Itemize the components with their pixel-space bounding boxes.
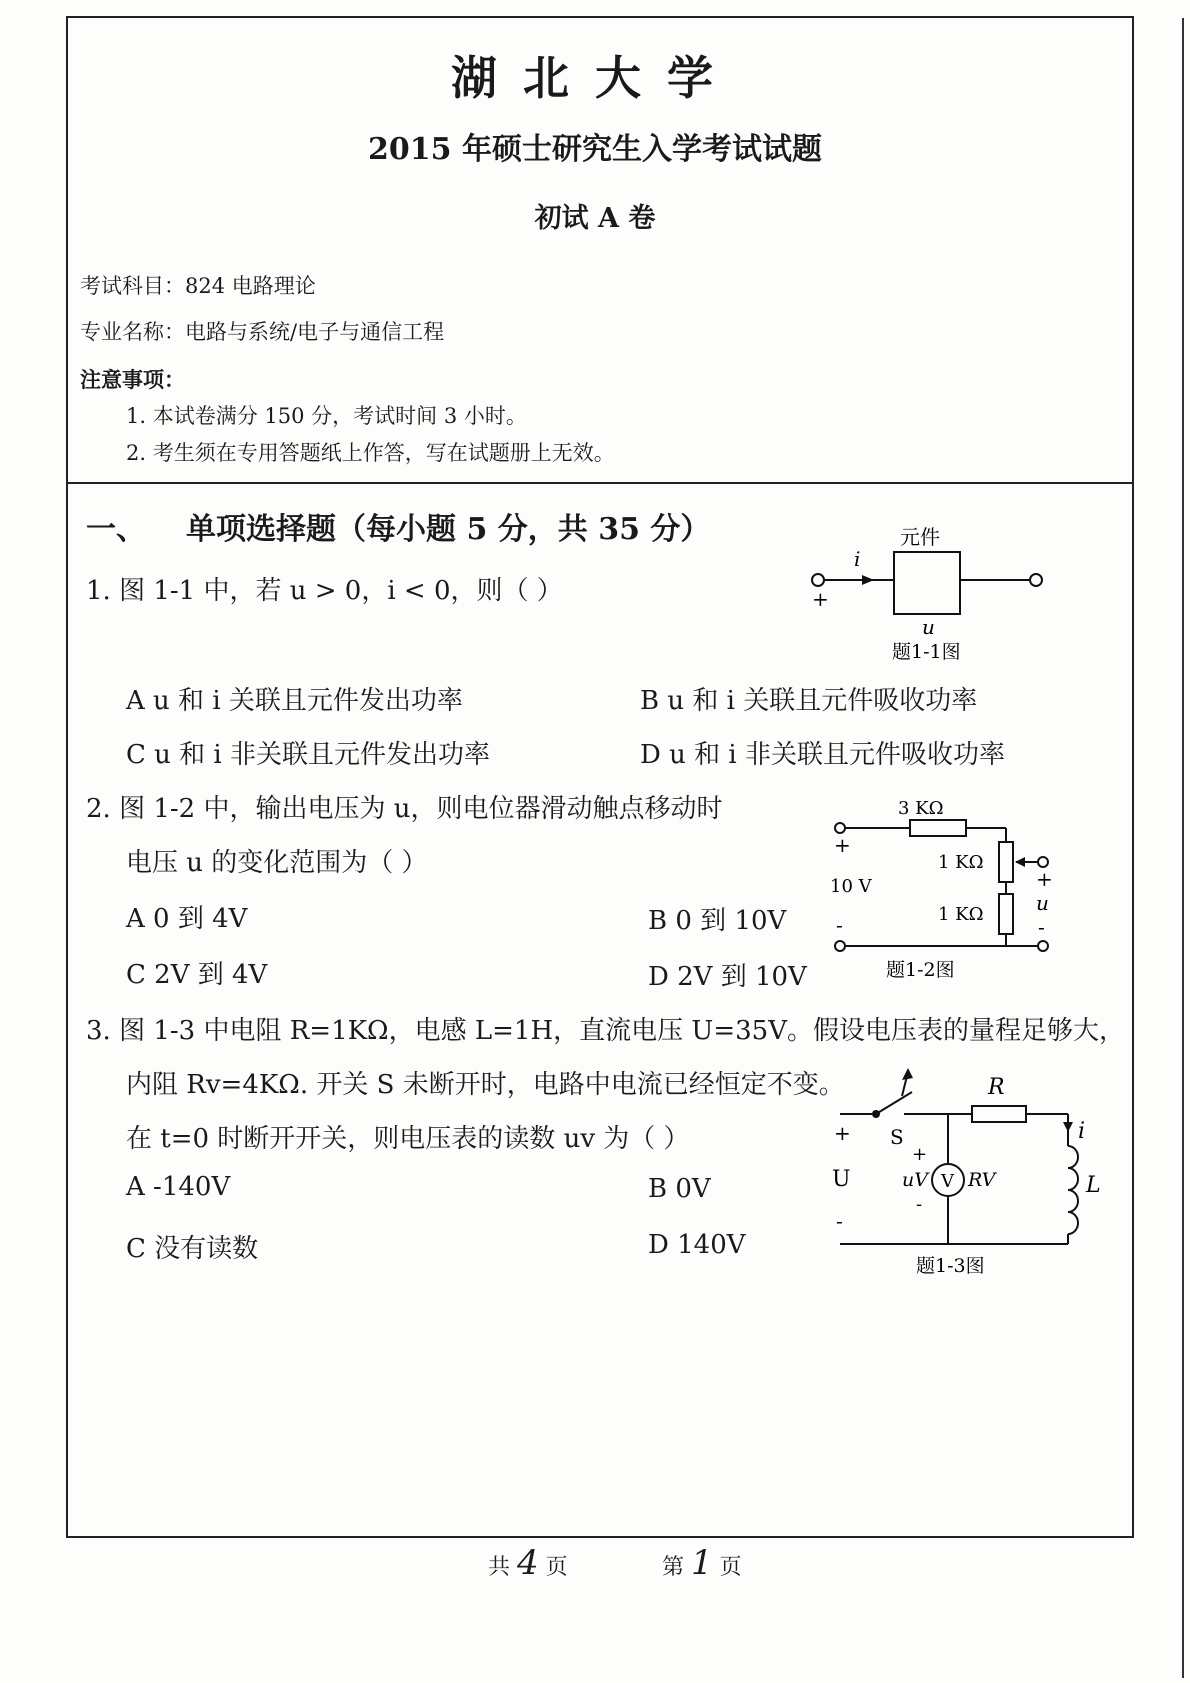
page-number-prefix: 第	[662, 1555, 685, 1580]
question-1-option-d: D u 和 i 非关联且元件吸收功率	[640, 740, 1005, 770]
question-1-option-b: B u 和 i 关联且元件吸收功率	[640, 686, 978, 716]
switch-label: S	[890, 1125, 904, 1149]
question-2-option-c: C 2V 到 4V	[126, 960, 268, 990]
question-3-option-b: B 0V	[648, 1174, 711, 1204]
question-1-option-c: C u 和 i 非关联且元件发出功率	[126, 740, 491, 770]
question-1-option-a: A u 和 i 关联且元件发出功率	[126, 686, 463, 716]
page-border	[66, 16, 1134, 1538]
figure-1-2	[820, 798, 1070, 983]
notice-label: 注意事项：	[80, 367, 185, 392]
figure-1-1	[790, 516, 1080, 666]
question-2-option-a: A 0 到 4V	[126, 904, 248, 934]
meter-symbol: V	[941, 1171, 954, 1192]
question-2-option-b: B 0 到 10V	[648, 906, 787, 936]
source-plus: +	[834, 1121, 851, 1145]
header-divider	[66, 482, 1134, 484]
question-3-stem: 3. 图 1-3 中电阻 R=1KΩ，电感 L=1H，直流电压 U=35V。假设电压表的量程足够大，	[86, 1016, 1125, 1046]
source-minus: -	[836, 913, 843, 937]
page-total	[488, 1543, 568, 1583]
voltage-label: u	[922, 615, 935, 639]
question-2-option-d: D 2V 到 10V	[648, 962, 807, 992]
question-3-option-c: C 没有读数	[126, 1234, 259, 1264]
inductor-label: L	[1086, 1173, 1101, 1198]
notice-item: 1. 本试卷满分 150 分，考试时间 3 小时。	[126, 404, 527, 428]
plus-sign: +	[812, 587, 829, 611]
question-3-stem: 内阻 Rv=4KΩ. 开关 S 未断开时，电路中电流已经恒定不变。	[126, 1070, 845, 1100]
output-minus: -	[1038, 915, 1045, 939]
output-label: u	[1036, 891, 1049, 915]
page-total-prefix: 共	[488, 1555, 511, 1580]
meter-voltage-label: uV	[902, 1169, 928, 1191]
element-label: 元件	[900, 525, 940, 549]
source-minus: -	[836, 1209, 843, 1233]
question-3-stem: 在 t=0 时断开开关，则电压表的读数 uv 为（ ）	[126, 1124, 690, 1154]
source-label: 10 V	[830, 876, 872, 897]
current-label: i	[854, 547, 861, 571]
resistor-label: R	[988, 1075, 1005, 1100]
notice-item: 2. 考生须在专用答题纸上作答，写在试题册上无效。	[126, 441, 615, 465]
subject-line: 考试科目：824 电路理论	[80, 274, 316, 298]
potentiometer-label: 1 KΩ	[938, 852, 984, 873]
resistor-top-label: 3 KΩ	[898, 798, 944, 819]
figure-caption: 题1-1图	[892, 641, 961, 663]
paper-label: 初试 A 卷	[534, 203, 656, 234]
page-total-number: 4	[517, 1543, 539, 1583]
figure-caption: 题1-3图	[916, 1255, 985, 1277]
meter-minus: -	[916, 1194, 923, 1215]
source-label: U	[832, 1167, 851, 1192]
page-total-suffix: 页	[545, 1555, 568, 1580]
meter-plus: +	[912, 1144, 928, 1165]
source-plus: +	[834, 833, 851, 857]
element-box	[894, 552, 960, 614]
figure-caption: 题1-2图	[886, 959, 955, 981]
major-line: 专业名称：电路与系统/电子与通信工程	[80, 320, 445, 344]
question-2-stem: 电压 u 的变化范围为（ ）	[126, 848, 428, 878]
exam-title: 2015 年硕士研究生入学考试试题	[368, 132, 822, 167]
page-number-suffix: 页	[719, 1555, 742, 1580]
figure-1-3	[820, 1064, 1120, 1284]
question-3-option-a: A -140V	[126, 1172, 231, 1202]
section-heading	[86, 504, 710, 548]
current-label: i	[1078, 1119, 1086, 1144]
school-title: 湖北大学	[451, 51, 739, 105]
section-number: 一、	[86, 512, 146, 547]
meter-resistance-label: RV	[968, 1169, 996, 1191]
question-1-stem: 1. 图 1-1 中，若 u > 0，i < 0，则（ ）	[86, 576, 563, 606]
question-2-stem: 2. 图 1-2 中，输出电压为 u，则电位器滑动触点移动时	[86, 794, 723, 824]
question-3-option-d: D 140V	[648, 1230, 746, 1260]
section-title: 单项选择题（每小题 5 分，共 35 分）	[186, 512, 711, 547]
page-number-value: 1	[691, 1543, 713, 1583]
page-number	[662, 1543, 742, 1583]
output-plus: +	[1036, 867, 1053, 891]
scan-edge	[1182, 18, 1184, 1678]
resistor-bottom-label: 1 KΩ	[938, 904, 984, 925]
